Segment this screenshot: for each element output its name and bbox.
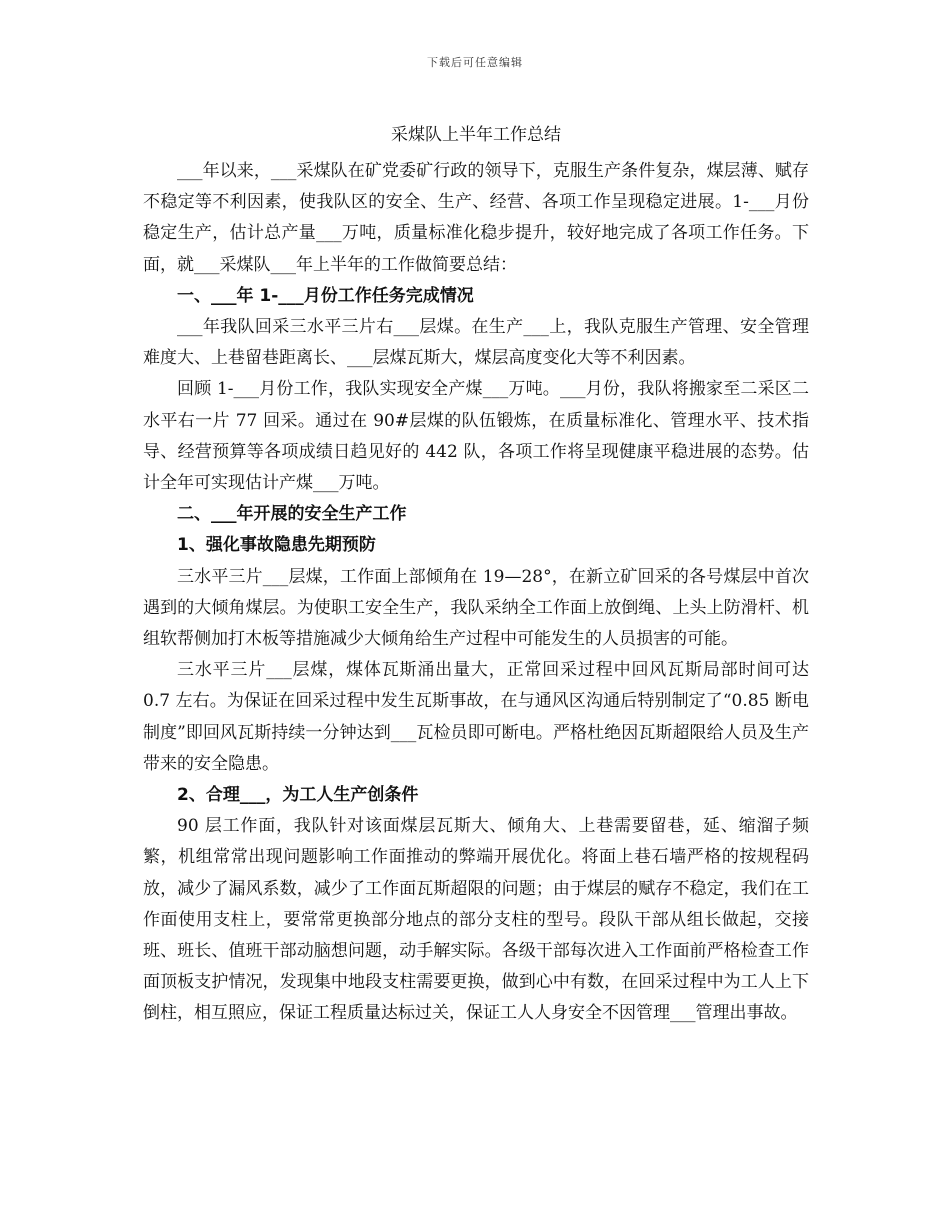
subsection-1-heading: 1、强化事故隐患先期预防 [177, 535, 376, 556]
section-2-heading: 二、___年开展的安全生产工作 [177, 504, 407, 525]
header-note: 下载后可任意编辑 [427, 56, 523, 69]
subsection-2-paragraph-1: 90 层工作面，我队针对该面煤层瓦斯大、倾角大、上巷需要留巷，延、缩溜子频繁，机组常常出现问题影响工作面推动的弊端开展优化。将面上巷石墙严格的按规程码放，减少了漏风系数，减少了工作面瓦斯超限的问题；由于煤层的赋存不稳定，我们在工作面使用支柱上，要常常更换部分地点的部分支柱的型号。段队干部从组长做起，交接班、班长、值班干部动脑想问题，动手解实际。各级干部每次进入工作面前严格检查工作面顶板支护情况，发现集中地段支柱需要更换，做到心中有数，在回采过程中为工人上下倒柱，相互照应，保证工程质量达标过关，保证工人人身安全不因管理___管理出事故。 [143, 816, 809, 1024]
subsection-1-paragraph-1: 三水平三片___层煤，工作面上部倾角在 19—28°，在新立矿回采的各号煤层中首次遇到的大倾角煤层。为使职工安全生产，我队采纳全工作面上放倒绳、上头上防滑杆、机组软帮侧加打木板等措施减少大倾角给生产过程中可能发生的人员损害的可能。 [143, 566, 809, 650]
subsection-1-paragraph-2: 三水平三片___层煤，煤体瓦斯涌出量大，正常回采过程中回风瓦斯局部时间可达 0.7 左右。为保证在回采过程中发生瓦斯事故，在与通风区沟通后特别制定了“0.85 断电制度”即回风瓦斯持续一分钟达到___瓦检员即可断电。严格杜绝因瓦斯超限给人员及生产带来的安全隐患。 [143, 660, 809, 774]
intro-paragraph: ___年以来，___采煤队在矿党委矿行政的领导下，克服生产条件复杂，煤层薄、赋存不稳定等不利因素，使我队区的安全、生产、经营、各项工作呈现稳定进展。1-___月份稳定生产，估计总产量___万吨，质量标准化稳步提升，较好地完成了各项工作任务。下面，就___采煤队___年上半年的工作做简要总结： [143, 161, 809, 275]
document-body [143, 118, 809, 1030]
section-1-paragraph-1: ___年我队回采三水平三片右___层煤。在生产___上，我队克服生产管理、安全管理难度大、上巷留巷距离长、___层煤瓦斯大，煤层高度变化大等不利因素。 [143, 317, 809, 369]
section-1-heading: 一、___年 1-___月份工作任务完成情况 [177, 285, 474, 306]
section-1-paragraph-2: 回顾 1-___月份工作，我队实现安全产煤___万吨。___月份，我队将搬家至二采区二水平右一片 77 回采。通过在 90#层煤的队伍锻炼，在质量标准化、管理水平、技术指导、经营预算等各项成绩日趋见好的 442 队，各项工作将呈现健康平稳进展的态势。估计全年可实现估计产煤___万吨。 [143, 379, 809, 494]
subsection-2-heading: 2、合理___，为工人生产创条件 [177, 785, 419, 806]
document-title: 采煤队上半年工作总结 [391, 125, 561, 145]
